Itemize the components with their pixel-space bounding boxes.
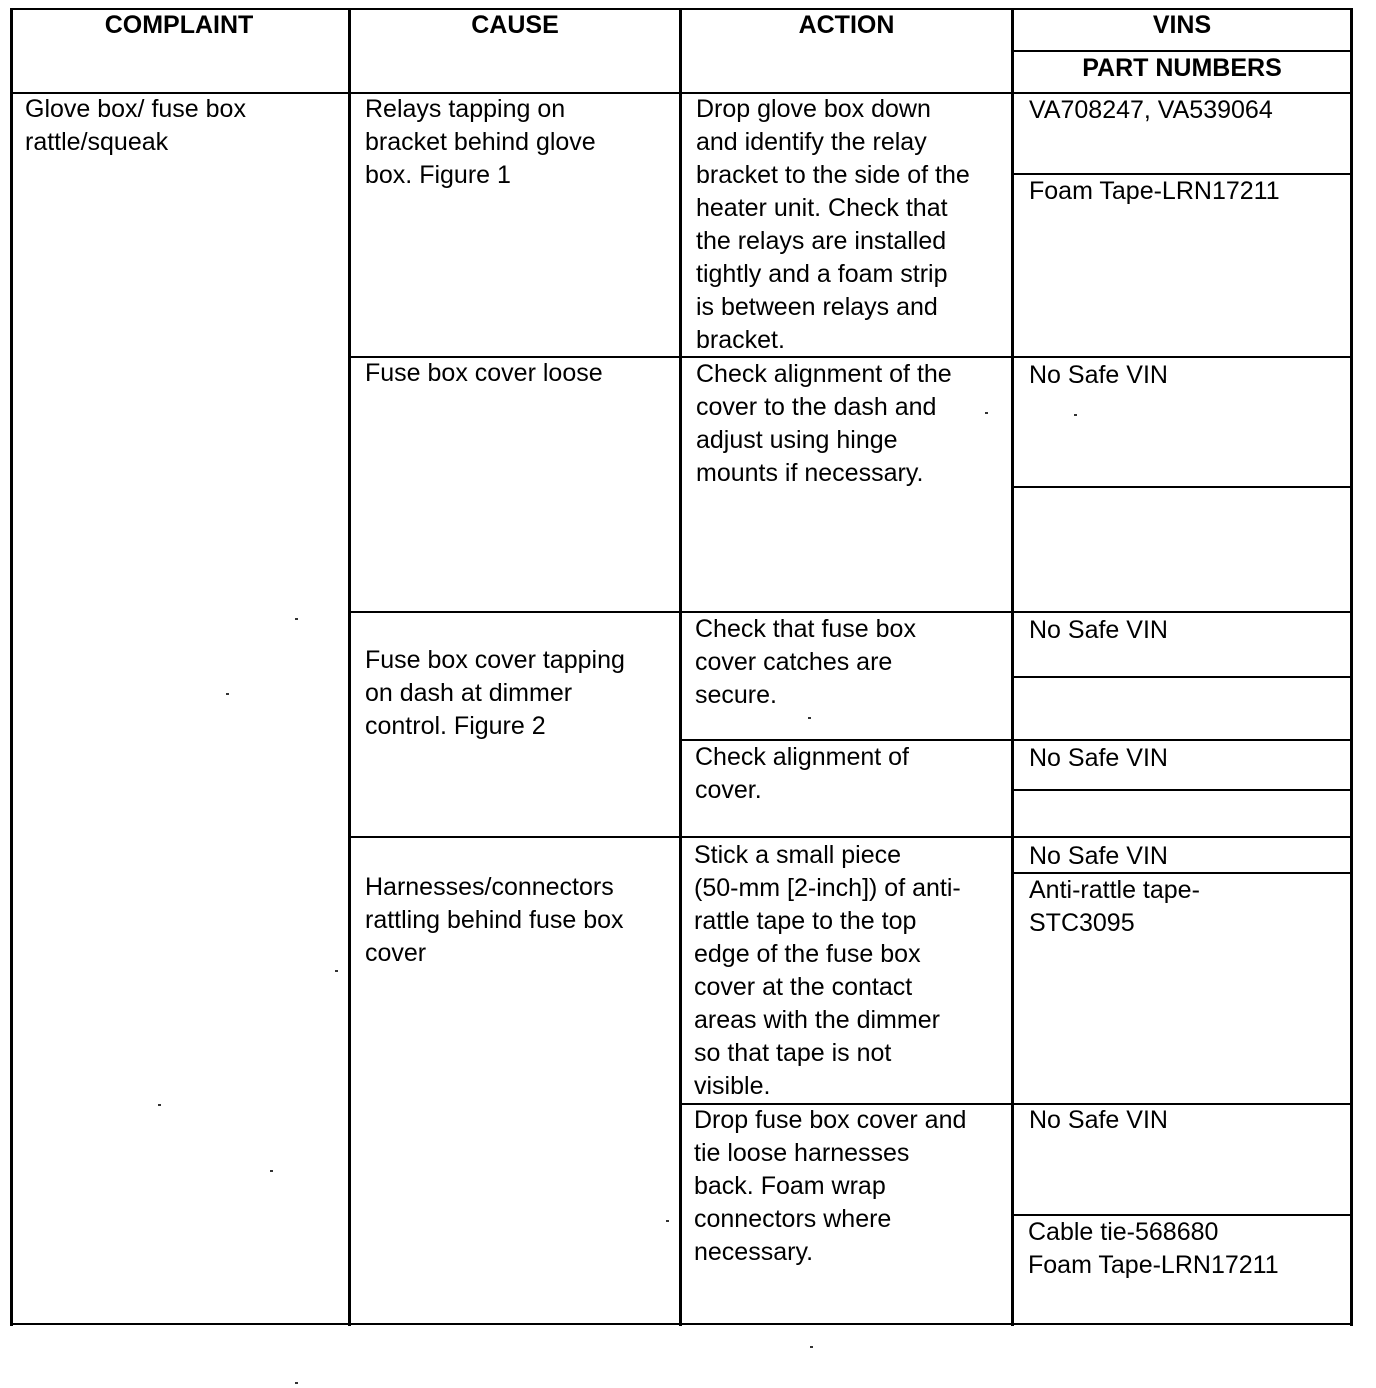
vin-cell: No Safe VIN	[1029, 744, 1168, 772]
table-border-right	[1350, 8, 1353, 1326]
cause-cell: Fuse box cover tapping on dash at dimmer control. Figure 2	[365, 646, 625, 740]
scan-speck	[335, 970, 338, 972]
header-complaint: COMPLAINT	[104, 11, 254, 39]
action-cell: Stick a small piece (50-mm [2-inch]) of anti- rattle tape to the top edge of the fuse box cover at the contact areas with the dimmer so that tape is not visible.	[694, 841, 961, 1100]
action-cell: Drop glove box down and identify the relay bracket to the side of the heater unit. Check that the relays are installed tightly and a foam strip is between relays and bracket.	[696, 95, 970, 354]
vin-cell: No Safe VIN	[1029, 842, 1168, 870]
vin-cell: No Safe VIN	[1029, 361, 1168, 389]
header-action: ACTION	[798, 11, 895, 39]
scan-speck	[295, 1382, 298, 1384]
header-vins: VINS	[1152, 11, 1212, 39]
action-cell: Check alignment of cover.	[695, 743, 910, 804]
action-cell: Drop fuse box cover and tie loose harnesses back. Foam wrap connectors where necessary.	[694, 1106, 967, 1266]
vin-cell: VA708247, VA539064	[1029, 96, 1273, 124]
scan-speck	[808, 717, 811, 719]
column-divider	[348, 8, 351, 1326]
action-cell: Check that fuse box cover catches are secure.	[695, 615, 916, 709]
scan-speck	[810, 1346, 813, 1348]
vin-cell: No Safe VIN	[1029, 616, 1168, 644]
part-number-cell: Cable tie-568680 Foam Tape-LRN17211	[1028, 1218, 1279, 1279]
header-part-numbers: PART NUMBERS	[1082, 54, 1282, 82]
scan-speck	[270, 1170, 273, 1172]
row-divider	[348, 836, 1353, 838]
part-number-cell: Anti-rattle tape- STC3095	[1029, 876, 1200, 937]
header-cause: CAUSE	[471, 11, 559, 39]
service-table	[10, 8, 1353, 1326]
table-border-left	[10, 8, 13, 1326]
scan-speck	[158, 1104, 161, 1106]
column-divider	[679, 8, 682, 1326]
complaint-text: Glove box/ fuse box rattle/squeak	[25, 95, 246, 156]
cause-cell: Harnesses/connectors rattling behind fuse box cover	[365, 873, 624, 967]
vin-cell: No Safe VIN	[1029, 1106, 1168, 1134]
scan-speck	[295, 618, 298, 620]
row-divider	[1011, 676, 1353, 678]
scan-speck	[226, 693, 229, 695]
row-divider	[1011, 486, 1353, 488]
cause-cell: Fuse box cover loose	[365, 359, 603, 387]
part-number-cell: Foam Tape-LRN17211	[1029, 177, 1280, 205]
scan-speck	[1074, 414, 1077, 416]
table-border-bottom	[10, 1323, 1353, 1325]
cause-cell: Relays tapping on bracket behind glove box. Figure 1	[365, 95, 596, 189]
scan-speck	[985, 412, 988, 414]
header-subdivider	[1011, 50, 1353, 52]
row-divider	[1011, 789, 1353, 791]
column-divider	[1011, 8, 1014, 1326]
scan-speck	[666, 1220, 669, 1222]
action-cell: Check alignment of the cover to the dash and adjust using hinge mounts if necessary.	[696, 360, 952, 487]
